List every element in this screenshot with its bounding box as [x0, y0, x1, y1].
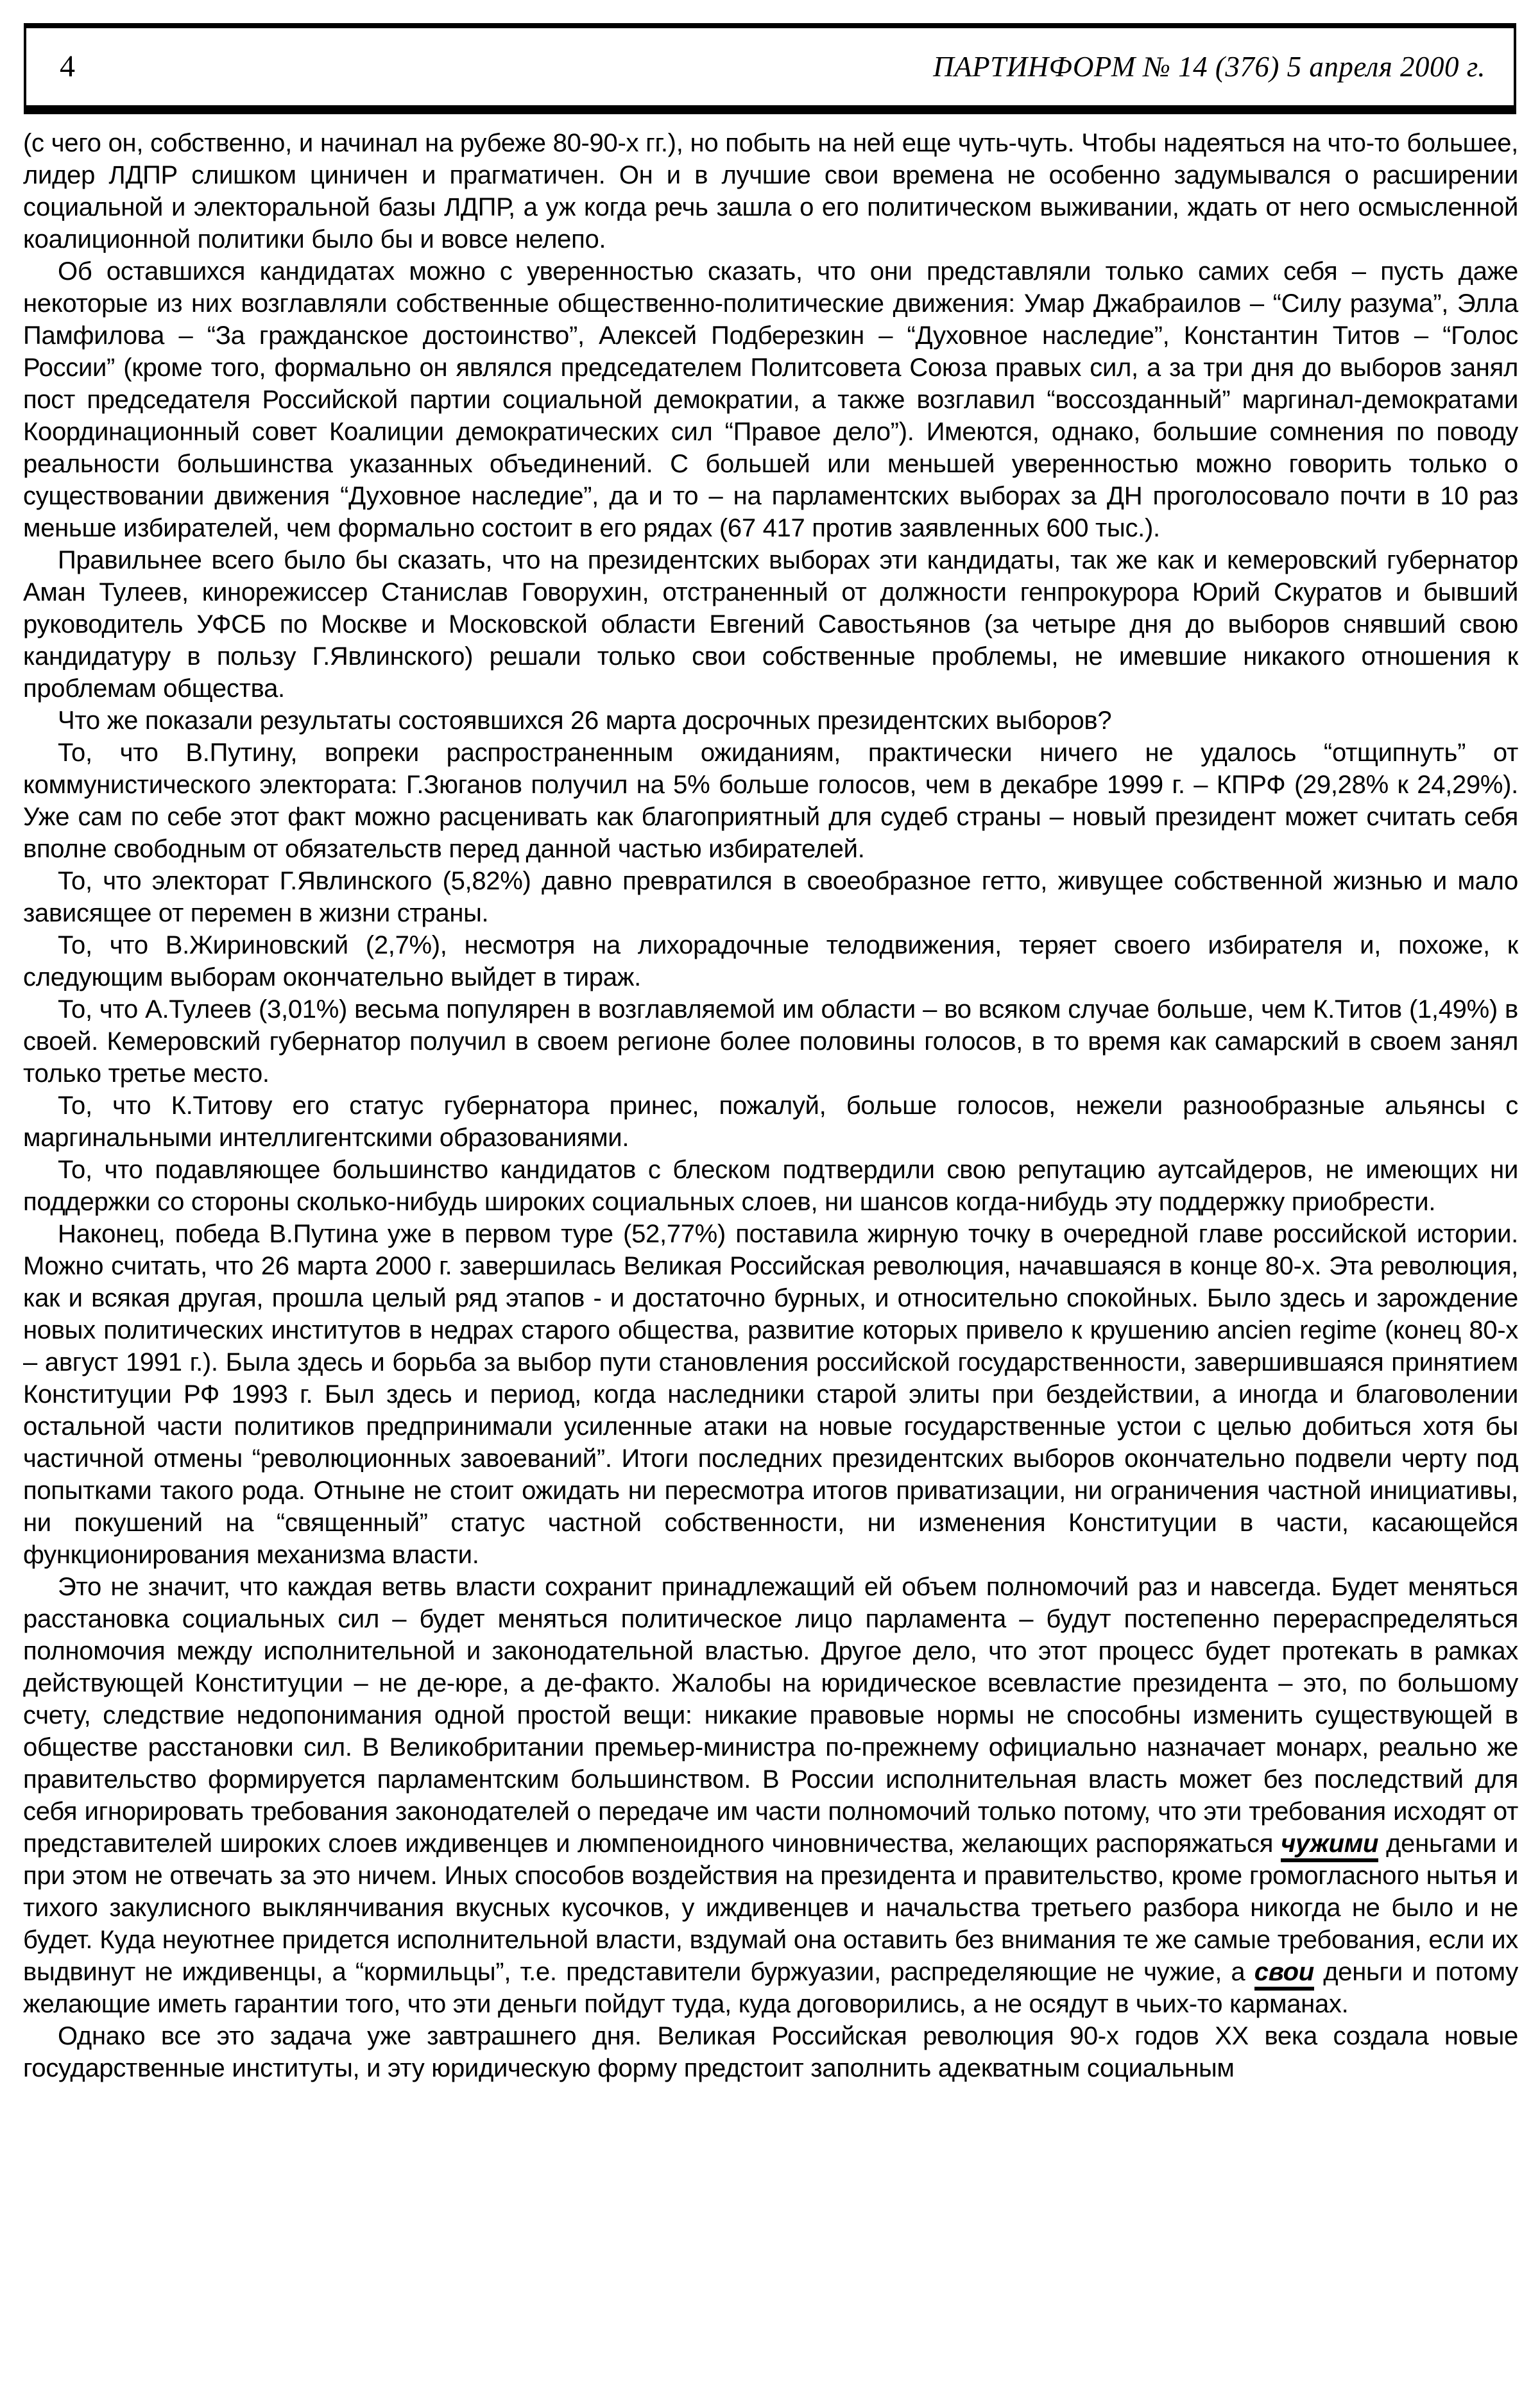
- paragraph-6: [23, 865, 1518, 929]
- text-run: деньгами и при этом не отвечать за это ничем. Иных способов воздействия на президента и правительство, кроме громогласного нытья и тихого закулисного выклянчивания вкусных кусочков, у иждивенцев и начальства третьего разбора никогда не было и не будет. Куда неуютнее придется исполнительной власти, вздумай она оставить без внимания те же самые требования, если их выдвинут не иждивенцы, а “кормильцы”, т.е. представители буржуазии, распределяющие не чужие, а: [23, 1829, 1518, 1986]
- text-run: То, что электорат Г.Явлинского (5,82%) давно превратился в своеобразное гетто, живущее собственной жизнью и мало зависящее от перемен в жизни страны.: [23, 867, 1518, 927]
- paragraph-9: [23, 1090, 1518, 1154]
- text-run: То, что подавляющее большинство кандидатов с блеском подтвердили свою репутацию аутсайдеров, не имеющих ни поддержки со стороны сколько-нибудь широких социальных слоев, ни шансов когда-нибудь эту поддержку приобрести.: [23, 1156, 1518, 1216]
- emphasized-underlined-word: свои: [1254, 1958, 1314, 1991]
- paragraph-2: [23, 255, 1518, 544]
- text-run: Это не значит, что каждая ветвь власти сохранит принадлежащий ей объем полномочий раз и навсегда. Будет меняться расстановка социальных сил – будет меняться политическое лицо парламента – будут постепенно перераспределяться полномочия между исполнительной и законодательной властью. Другое дело, что этот процесс будет протекать в рамках действующей Конституции – не де-юре, а де-факто. Жалобы на юридическое всевластие президента – это, по большому счету, следствие недопонимания одной простой вещи: никакие правовые нормы не способны изменить существующей в обществе расстановки сил. В Великобритании премьер-министра по-прежнему официально назначает монарх, реально же правительство формируется парламентским большинством. В России исполнительная власть может без последствий для себя игнорировать требования законодателей о передаче им части полномочий только потому, что эти требования исходят от представителей широких слоев иждивенцев и люмпеноидного чиновничества, желающих распоряжаться: [23, 1573, 1518, 1858]
- paragraph-4: [23, 705, 1518, 737]
- paragraph-1: [23, 127, 1518, 255]
- text-run: (с чего он, собственно, и начинал на рубеже 80-90-х гг.), но побыть на ней еще чуть-чуть. Чтобы надеяться на что-то большее, лидер ЛДПР слишком циничен и прагматичен. Он и в лучшие свои времена не особенно задумывался о расширении социальной и электоральной базы ЛДПР, а уж когда речь зашла о его политическом выживании, ждать от него осмысленной коалиционной политики было бы и вовсе нелепо.: [23, 129, 1518, 253]
- text-run: Однако все это задача уже завтрашнего дня. Великая Российская революция 90-х годов XX века создала новые государственные институты, и эту юридическую форму предстоит заполнить адекватным социальным: [23, 2022, 1518, 2082]
- newsletter-title: ПАРТИНФОРМ № 14 (376) 5 апреля 2000 г.: [933, 50, 1485, 83]
- paragraph-10: [23, 1154, 1518, 1218]
- text-run: Об оставшихся кандидатах можно с уверенностью сказать, что они представляли только самих себя – пусть даже некоторые из них возглавляли собственные общественно-политические движения: Умар Джабраилов – “Силу разума”, Элла Памфилова – “За гражданское достоинство”, Алексей Подберезкин – “Духовное наследие”, Константин Титов – “Голос России” (кроме того, формально он являлся председателем Политсовета Союза правых сил, а за три дня до выборов занял пост председателя Российской партии социальной демократии, а также возглавил “воссозданный” маргинал-демократами Координационный совет Коалиции демократических сил “Правое дело”). Имеются, однако, большие сомнения по поводу реальности большинства указанных объединений. С большей или меньшей уверенностью можно говорить только о существовании движения “Духовное наследие”, да и то – на парламентских выборах за ДН проголосовало почти в 10 раз меньше избирателей, чем формально состоит в его рядах (67 417 против заявленных 600 тыс.).: [23, 257, 1518, 542]
- text-run: Правильнее всего было бы сказать, что на президентских выборах эти кандидаты, так же как и кемеровский губернатор Аман Тулеев, кинорежиссер Станислав Говорухин, отстраненный от должности генпрокурора Юрий Скуратов и бывший руководитель УФСБ по Москве и Московской области Евгений Савостьянов (за четыре дня до выборов снявший свою кандидатуру в пользу Г.Явлинского) решали только свои собственные проблемы, не имевшие никакого отношения к проблемам общества.: [23, 546, 1518, 703]
- paragraph-3: [23, 544, 1518, 705]
- paragraph-5: [23, 737, 1518, 865]
- text-run: То, что К.Титову его статус губернатора принес, пожалуй, больше голосов, нежели разнообразные альянсы с маргинальными интеллигентскими образованиями.: [23, 1092, 1518, 1152]
- paragraph-12: [23, 1571, 1518, 2020]
- page-number: 4: [60, 49, 75, 83]
- text-run: Наконец, победа В.Путина уже в первом туре (52,77%) поставила жирную точку в очередной главе российской истории. Можно считать, что 26 марта 2000 г. завершилась Великая Российская революция, начавшаяся в конце 80-х. Эта революция, как и всякая другая, прошла целый ряд этапов - и достаточно бурных, и относительно спокойных. Было здесь и зарождение новых политических институтов в недрах старого общества, развитие которых привело к крушению ancien regime (конец 80-х – август 1991 г.). Была здесь и борьба за выбор пути становления российской государственности, завершившаяся принятием Конституции РФ 1993 г. Был здесь и период, когда наследники старой элиты при бездействии, а иногда и благоволении остальной части политиков предпринимали усиленные атаки на новые государственные устои с целью добиться хотя бы частичной отмены “революционных завоеваний”. Итоги последних президентских выборов окончательно подвели черту под попытками такого рода. Отныне не стоит ожидать ни пересмотра итогов приватизации, ни ограничения частной инициативы, ни покушений на “священный” статус частной собственности, ни изменения Конституции в части, касающейся функционирования механизма власти.: [23, 1220, 1518, 1569]
- emphasized-underlined-word: чужими: [1281, 1829, 1378, 1862]
- text-run: деньги и потому желающие иметь гарантии того, что эти деньги пойдут туда, куда договорились, а не осядут в чьих-то карманах.: [23, 1958, 1518, 2018]
- page-header: [24, 23, 1516, 114]
- paragraph-8: [23, 993, 1518, 1090]
- paragraph-7: [23, 929, 1518, 993]
- text-run: То, что В.Путину, вопреки распространенным ожиданиям, практически ничего не удалось “отщипнуть” от коммунистического электората: Г.Зюганов получил на 5% больше голосов, чем в декабре 1999 г. – КПРФ (29,28% к 24,29%). Уже сам по себе этот факт можно расценивать как благоприятный для судеб страны – новый президент может считать себя вполне свободным от обязательств перед данной частью избирателей.: [23, 739, 1518, 863]
- paragraph-11: [23, 1218, 1518, 1571]
- text-run: Что же показали результаты состоявшихся 26 марта досрочных президентских выборов?: [58, 707, 1112, 735]
- text-run: То, что В.Жириновский (2,7%), несмотря на лихорадочные телодвижения, теряет своего избирателя и, похоже, к следующим выборам окончательно выйдет в тираж.: [23, 931, 1518, 991]
- text-run: То, что А.Тулеев (3,01%) весьма популярен в возглавляемой им области – во всяком случае больше, чем К.Титов (1,49%) в своей. Кемеровский губернатор получил в своем регионе более половины голосов, в то время как самарский в своем занял только третье место.: [23, 995, 1518, 1088]
- article-body: [23, 127, 1518, 2084]
- paragraph-13: [23, 2020, 1518, 2084]
